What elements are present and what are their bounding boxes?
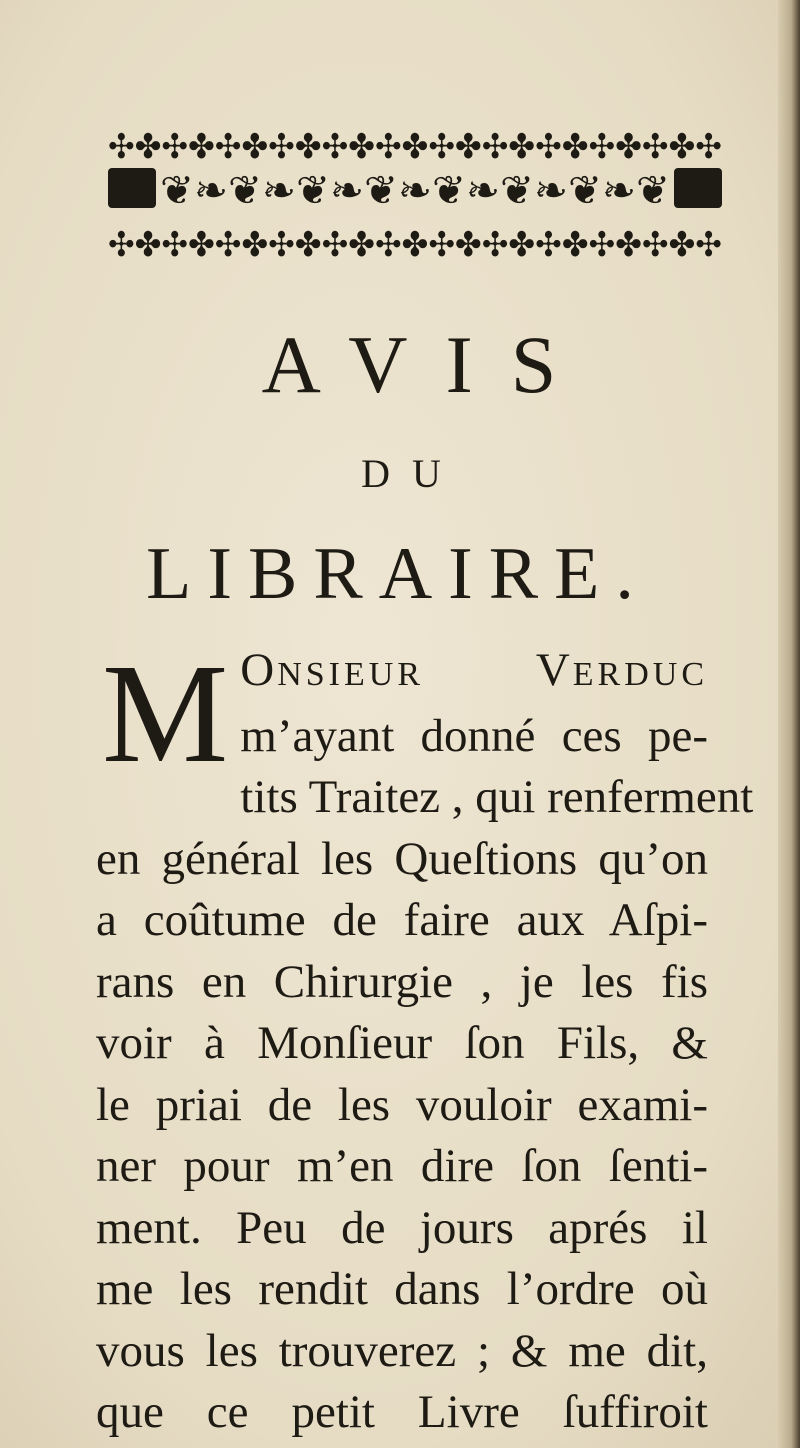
text-line-3: en général les Queſtions qu’on xyxy=(96,832,708,885)
text-line-12: que ce petit Livre ſuffiroit xyxy=(96,1386,708,1438)
text-line-1: m’ayant donné ces pe- xyxy=(240,709,708,762)
text-line-11: vous les trouverez ; & me dit, xyxy=(96,1324,708,1377)
fleuron-headpiece-icon xyxy=(108,124,722,266)
text-line-4: a coûtume de faire aux Aſpi- xyxy=(96,894,708,946)
text-line-10: me les rendit dans l’ordre où xyxy=(96,1263,708,1315)
text-line-9: ment. Peu de jours aprés il xyxy=(96,1201,708,1254)
svg-text:✣✤✣✤✣✤✣✤✣✤✣✤✣✤✣✤✣✤✣✤✣✤✣: ✣✤✣✤✣✤✣✤✣✤✣✤✣✤✣✤✣✤✣✤✣✤✣ xyxy=(108,127,722,167)
page-edge xyxy=(778,0,800,1448)
heading-avis: AVIS xyxy=(261,319,595,410)
svg-text:❦❧❦❧❦❧❦❧❦❧❦❧❦❧❦: ❦❧❦❧❦❧❦❧❦❧❦❧❦❧❦ xyxy=(160,168,670,214)
text-line-8: ner pour m’en dire ſon ſenti- xyxy=(96,1140,708,1192)
text-line-2: tits Traitez , qui renferment xyxy=(240,771,754,823)
heading-libraire: LIBRAIRE. xyxy=(146,533,650,615)
text-line-7: le priai de les vouloir exami- xyxy=(96,1078,708,1131)
heading-du: DU xyxy=(361,451,463,496)
svg-text:✣✤✣✤✣✤✣✤✣✤✣✤✣✤✣✤✣✤✣✤✣✤✣: ✣✤✣✤✣✤✣✤✣✤✣✤✣✤✣✤✣✤✣✤✣✤✣ xyxy=(108,225,722,265)
text-line-5: rans en Chirurgie , je les fis xyxy=(96,955,708,1008)
drop-cap: M xyxy=(102,634,229,792)
text-line-6: voir à Monſieur ſon Fils, & xyxy=(96,1017,708,1069)
text-line-0: ONSIEUR VERDUC xyxy=(240,644,708,696)
body-text xyxy=(96,634,754,1444)
